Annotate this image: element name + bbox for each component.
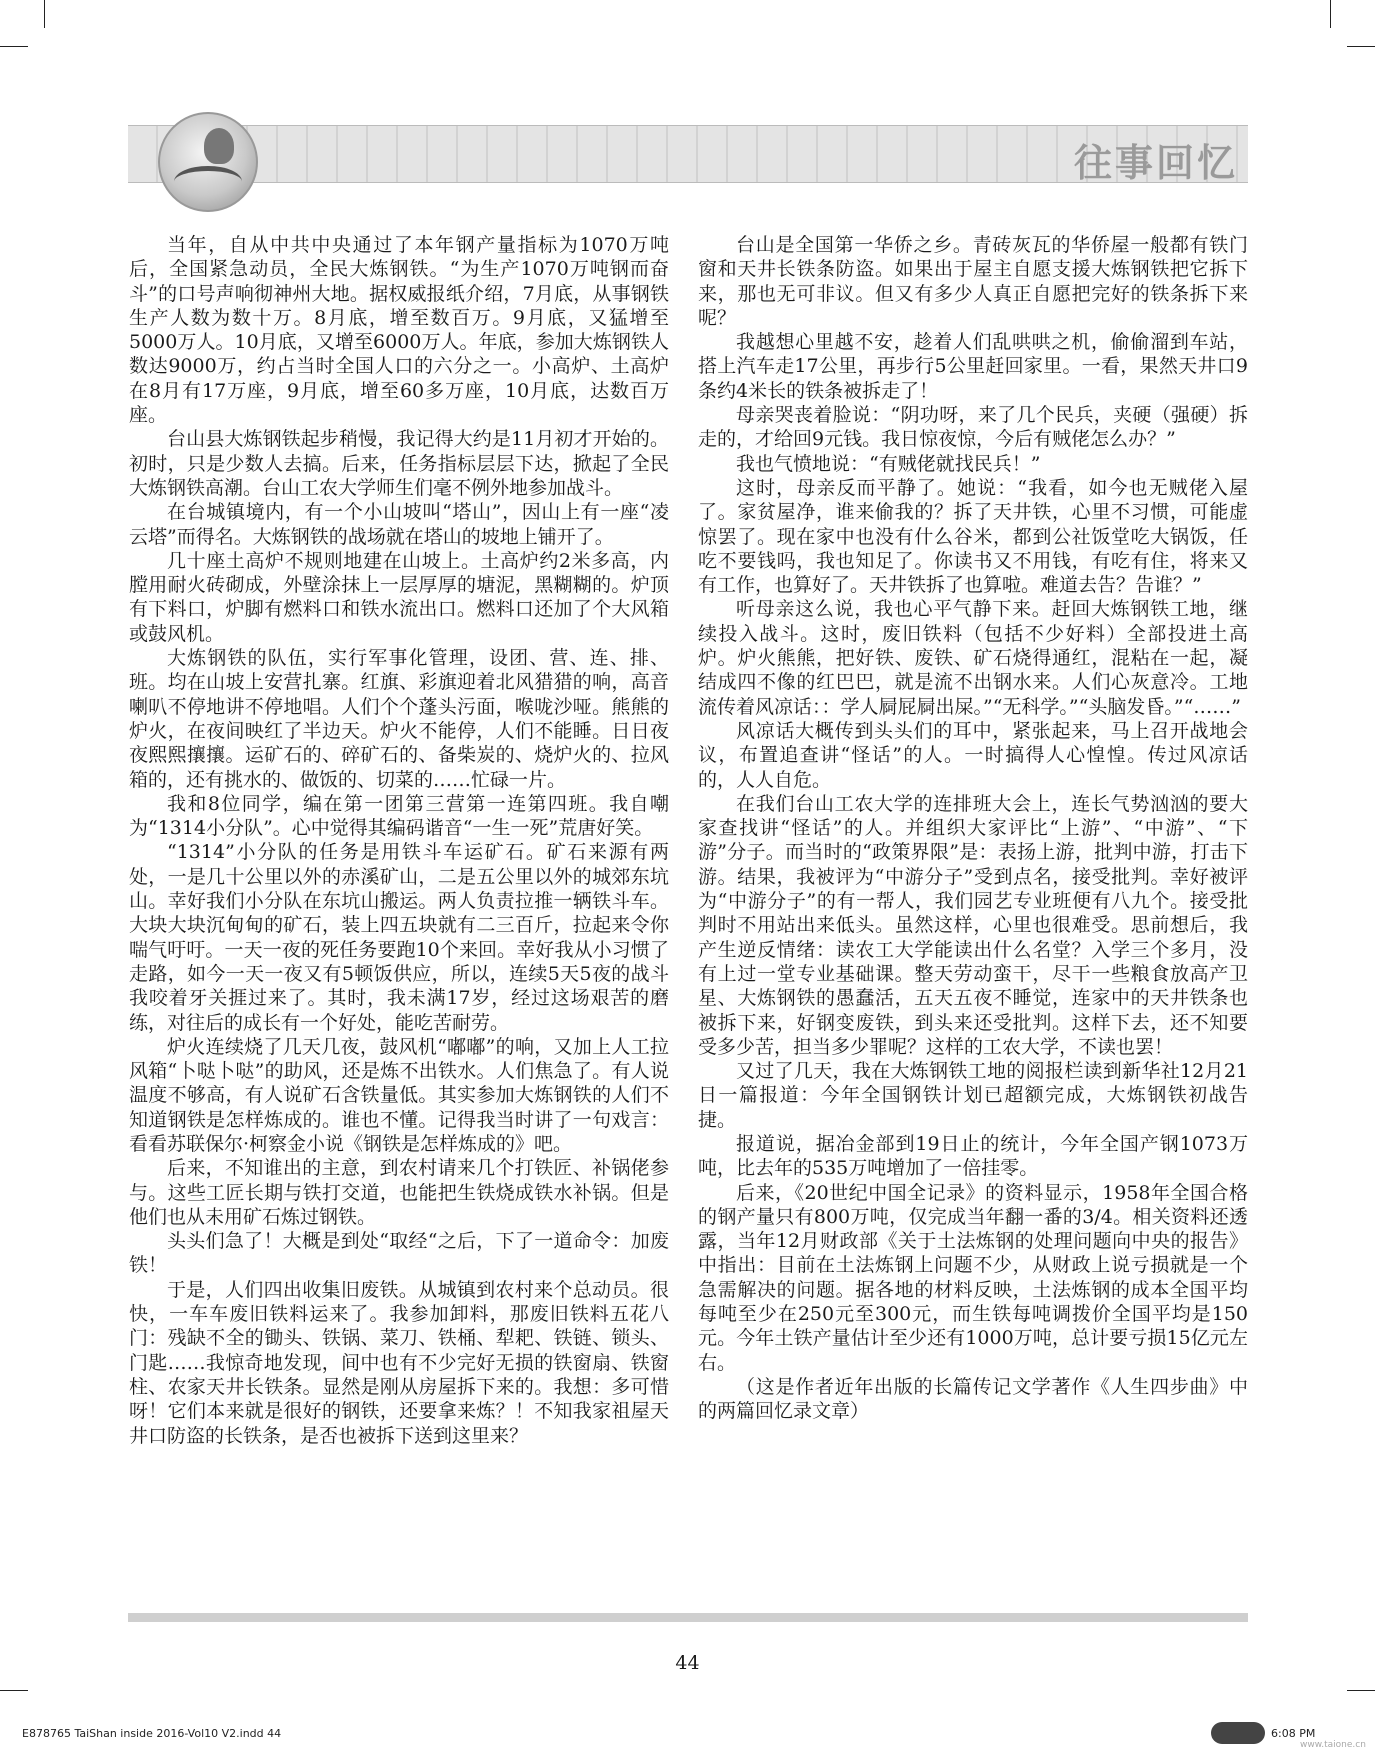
crop-mark [1347, 1690, 1375, 1691]
paragraph: 后来，不知谁出的主意，到农村请来几个打铁匠、补锅佬参与。这些工匠长期与铁打交道，也能把生铁烧成铁水补锅。但是他们也从未用矿石炼过钢铁。 [129, 1157, 669, 1228]
paragraph: 我也气愤地说：“有贼佬就找民兵！” [736, 452, 1041, 475]
print-slug: E878765 TaiShan inside 2016-Vol10 V2.indd 44 [22, 1727, 282, 1740]
publisher-logo [1211, 1722, 1265, 1744]
paragraph: 头头们急了！大概是到处“取经“之后，下了一道命令：加废铁！ [129, 1230, 669, 1277]
watermark: www.taione.cn [1300, 1740, 1366, 1750]
crop-mark [1330, 0, 1331, 28]
paragraph: 大炼钢铁的队伍，实行军事化管理，设团、营、连、排、班。均在山坡上安营扎寨。红旗、彩旗迎着北风猎猎的响，高音喇叭不停地讲不停地唱。人们个个蓬头污面，喉咙沙哑。熊熊的炉火，在夜间映红了半边天。炉火不能停，人们不能睡。日日夜夜熙熙攘攘。运矿石的、碎矿石的、备柴炭的、烧炉火的、拉风箱的，还有挑水的、做饭的、切菜的……忙碌一片。 [129, 647, 669, 791]
footer-rule [128, 1613, 1248, 1622]
paragraph: 我和8位同学，编在第一团第三营第一连第四班。我自嘲为“1314小分队”。心中觉得其编码谐音“一生一死”荒唐好笑。 [129, 792, 669, 840]
paragraph: 当年，自从中共中央通过了本年钢产量指标为1070万吨后，全国紧急动员，全民大炼钢铁。“为生产1070万吨钢而奋斗”的口号声响彻神州大地。据权威报纸介绍，7月底，从事钢铁生产人数为数十万。8月底，增至数百万。9月底，又猛增至5000万人。10月底，又增至6000万人。年底，参加大炼钢铁人数达9000万，约占当时全国人口的六分之一。小高炉、土高炉在8月有17万座，9月底，增至60多万座，10月底，达数百万座。 [129, 234, 669, 427]
crop-mark [1347, 46, 1375, 47]
paragraph: 报道说，据冶金部到19日止的统计，今年全国产钢1073万吨，比去年的535万吨增加了一倍挂零。 [698, 1132, 1248, 1180]
article-column-right [698, 233, 1248, 1424]
paragraph: 听母亲这么说，我也心平气静下来。赶回大炼钢铁工地，继续投入战斗。这时，废旧铁料（包括不少好料）全部投进土高炉。炉火熊熊，把好铁、废铁、矿石烧得通红，混粘在一起，凝结成四不像的红巴巴，就是流不出钢水来。人们心灰意冷。工地流传着风凉话：：学人屙屁屙出屎。”“无科学。”“头脑发昏。”“……” [698, 598, 1248, 718]
paragraph: 台山是全国第一华侨之乡。青砖灰瓦的华侨屋一般都有铁门窗和天井长铁条防盗。如果出于屋主自愿支援大炼钢铁把它拆下来，那也无可非议。但又有多少人真正自愿把完好的铁条拆下来呢？ [698, 234, 1248, 329]
paragraph: 我越想心里越不安，趁着人们乱哄哄之机，偷偷溜到车站，搭上汽车走17公里，再步行5公里赶回家里。一看，果然天井口9条约4米长的铁条被拆走了！ [698, 331, 1248, 402]
paragraph: 后来，《20世纪中国全记录》的资料显示，1958年全国合格的钢产量只有800万吨，仅完成当年翻一番的3/4。相关资料还透露，当年12月财政部《关于土法炼钢的处理问题向中央的报告》中指出：目前在土法炼钢上问题不少，从财政上说亏损就是一个急需解决的问题。据各地的材料反映，土法炼钢的成本全国平均每吨至少在250元至300元，而生铁每吨调拨价全国平均是150元。今年土铁产量估计至少还有1000万吨，总计要亏损15亿元左右。 [698, 1181, 1248, 1374]
paragraph: 在我们台山工农大学的连排班大会上，连长气势汹汹的要大家查找讲“怪话”的人。并组织大家评比“上游”、“中游”、“下游”分子。而当时的“政策界限”是：表扬上游，批判中游，打击下游。结果，我被评为“中游分子”受到点名，接受批判。幸好被评为“中游分子”的有一帮人，我们园艺专业班便有八九个。接受批判时不用站出来低头。虽然这样，心里也很难受。思前想后，我产生逆反情绪：读农工大学能读出什么名堂？入学三个多月，没有上过一堂专业基础课。整天劳动蛮干，尽干一些粮食放高产卫星、大炼钢铁的愚蠢活，五天五夜不睡觉，连家中的天井铁条也被拆下来，好钢变废铁，到头来还受批判。这样下去，还不知要受多少苦，担当多少罪呢？这样的工农大学，不读也罢！ [698, 792, 1248, 1058]
bridge-shape [174, 166, 242, 197]
paragraph: 于是，人们四出收集旧废铁。从城镇到农村来个总动员。很快，一车车废旧铁料运来了。我参加卸料，那废旧铁料五花八门：残缺不全的锄头、铁锅、菜刀、铁桶、犁耙、铁链、锁头、门匙……我惊奇地发现，间中也有不少完好无损的铁窗扇、铁窗柱、农家天井长铁条。显然是刚从房屋拆下来的。我想：多可惜呀！它们本来就是很好的钢铁，还要拿来炼？！不知我家祖屋天井口防盗的长铁条，是否也被拆下送到这里来？ [129, 1278, 669, 1447]
bridge-illustration [158, 112, 258, 212]
paragraph: （这是作者近年出版的长篇传记文学著作《人生四步曲》中的两篇回忆录文章） [698, 1375, 1248, 1423]
paragraph: 又过了几天，我在大炼钢铁工地的阅报栏读到新华社12月21日一篇报道：今年全国钢铁计划已超额完成，大炼钢铁初战告捷。 [698, 1060, 1248, 1131]
section-banner [128, 125, 1248, 183]
page-number: 44 [675, 1652, 700, 1674]
print-time: 6:08 PM [1271, 1727, 1316, 1740]
paragraph: 风凉话大概传到头头们的耳中，紧张起来，马上召开战地会议，布置追查讲“怪话”的人。一时搞得人心惶惶。传过风凉话的，人人自危。 [698, 719, 1248, 791]
paragraph: 这时，母亲反而平静了。她说：“我看，如今也无贼佬入屋了。家贫屋净，谁来偷我的？拆了天井铁，心里不习惯，可能虚惊罢了。现在家中也没有什么谷米，都到公社饭堂吃大锅饭，任吃不要钱吗，我也知足了。你读书又不用钱，有吃有住，将来又有工作，也算好了。天井铁拆了也算啦。难道去告？告谁？” [698, 476, 1248, 597]
paragraph: 在台城镇境内，有一个小山坡叫“塔山”，因山上有一座“凌云塔”而得名。大炼钢铁的战场就在塔山的坡地上铺开了。 [129, 501, 669, 548]
paragraph: 母亲哭丧着脸说：“阴功呀，来了几个民兵，夹硬（强硬）拆走的，才给回9元钱。我日惊夜惊，今后有贼佬怎么办？” [698, 404, 1248, 451]
crop-mark [0, 46, 28, 47]
paragraph: 几十座土高炉不规则地建在山坡上。土高炉约2米多高，内膛用耐火砖砌成，外壁涂抹上一层厚厚的塘泥，黑糊糊的。炉顶有下料口，炉脚有燃料口和铁水流出口。燃料口还加了个大风箱或鼓风机。 [129, 549, 669, 645]
tree-shape [204, 128, 234, 164]
crop-mark [44, 0, 45, 28]
paragraph: “1314”小分队的任务是用铁斗车运矿石。矿石来源有两处，一是几十公里以外的赤溪矿山，二是五公里以外的城郊东坑山。幸好我们小分队在东坑山搬运。两人负责拉推一辆铁斗车。大块大块沉甸甸的矿石，装上四五块就有二三百斤，拉起来令你喘气吁吁。一天一夜的死任务要跑10个来回。幸好我从小习惯了走路，如今一天一夜又有5顿饭供应，所以，连续5天5夜的战斗我咬着牙关捱过来了。其时，我未满17岁，经过这场艰苦的磨练，对往后的成长有一个好处，能吃苦耐劳。 [129, 841, 669, 1034]
paragraph: 台山县大炼钢铁起步稍慢，我记得大约是11月初才开始的。初时，只是少数人去搞。后来，任务指标层层下达，掀起了全民大炼钢铁高潮。台山工农大学师生们毫不例外地参加战斗。 [129, 428, 669, 499]
crop-mark [0, 1690, 28, 1691]
section-title: 往事回忆 [1073, 141, 1238, 185]
article-column-left [129, 233, 669, 1448]
paragraph: 炉火连续烧了几天几夜，鼓风机“嘟嘟”的响，又加上人工拉风箱“卜哒卜哒”的助风，还是炼不出铁水。人们焦急了。有人说温度不够高，有人说矿石含铁量低。其实参加大炼钢铁的人们不知道钢铁是怎样炼成的。谁也不懂。记得我当时讲了一句戏言：看看苏联保尔·柯察金小说《钢铁是怎样炼成的》吧。 [129, 1035, 669, 1155]
